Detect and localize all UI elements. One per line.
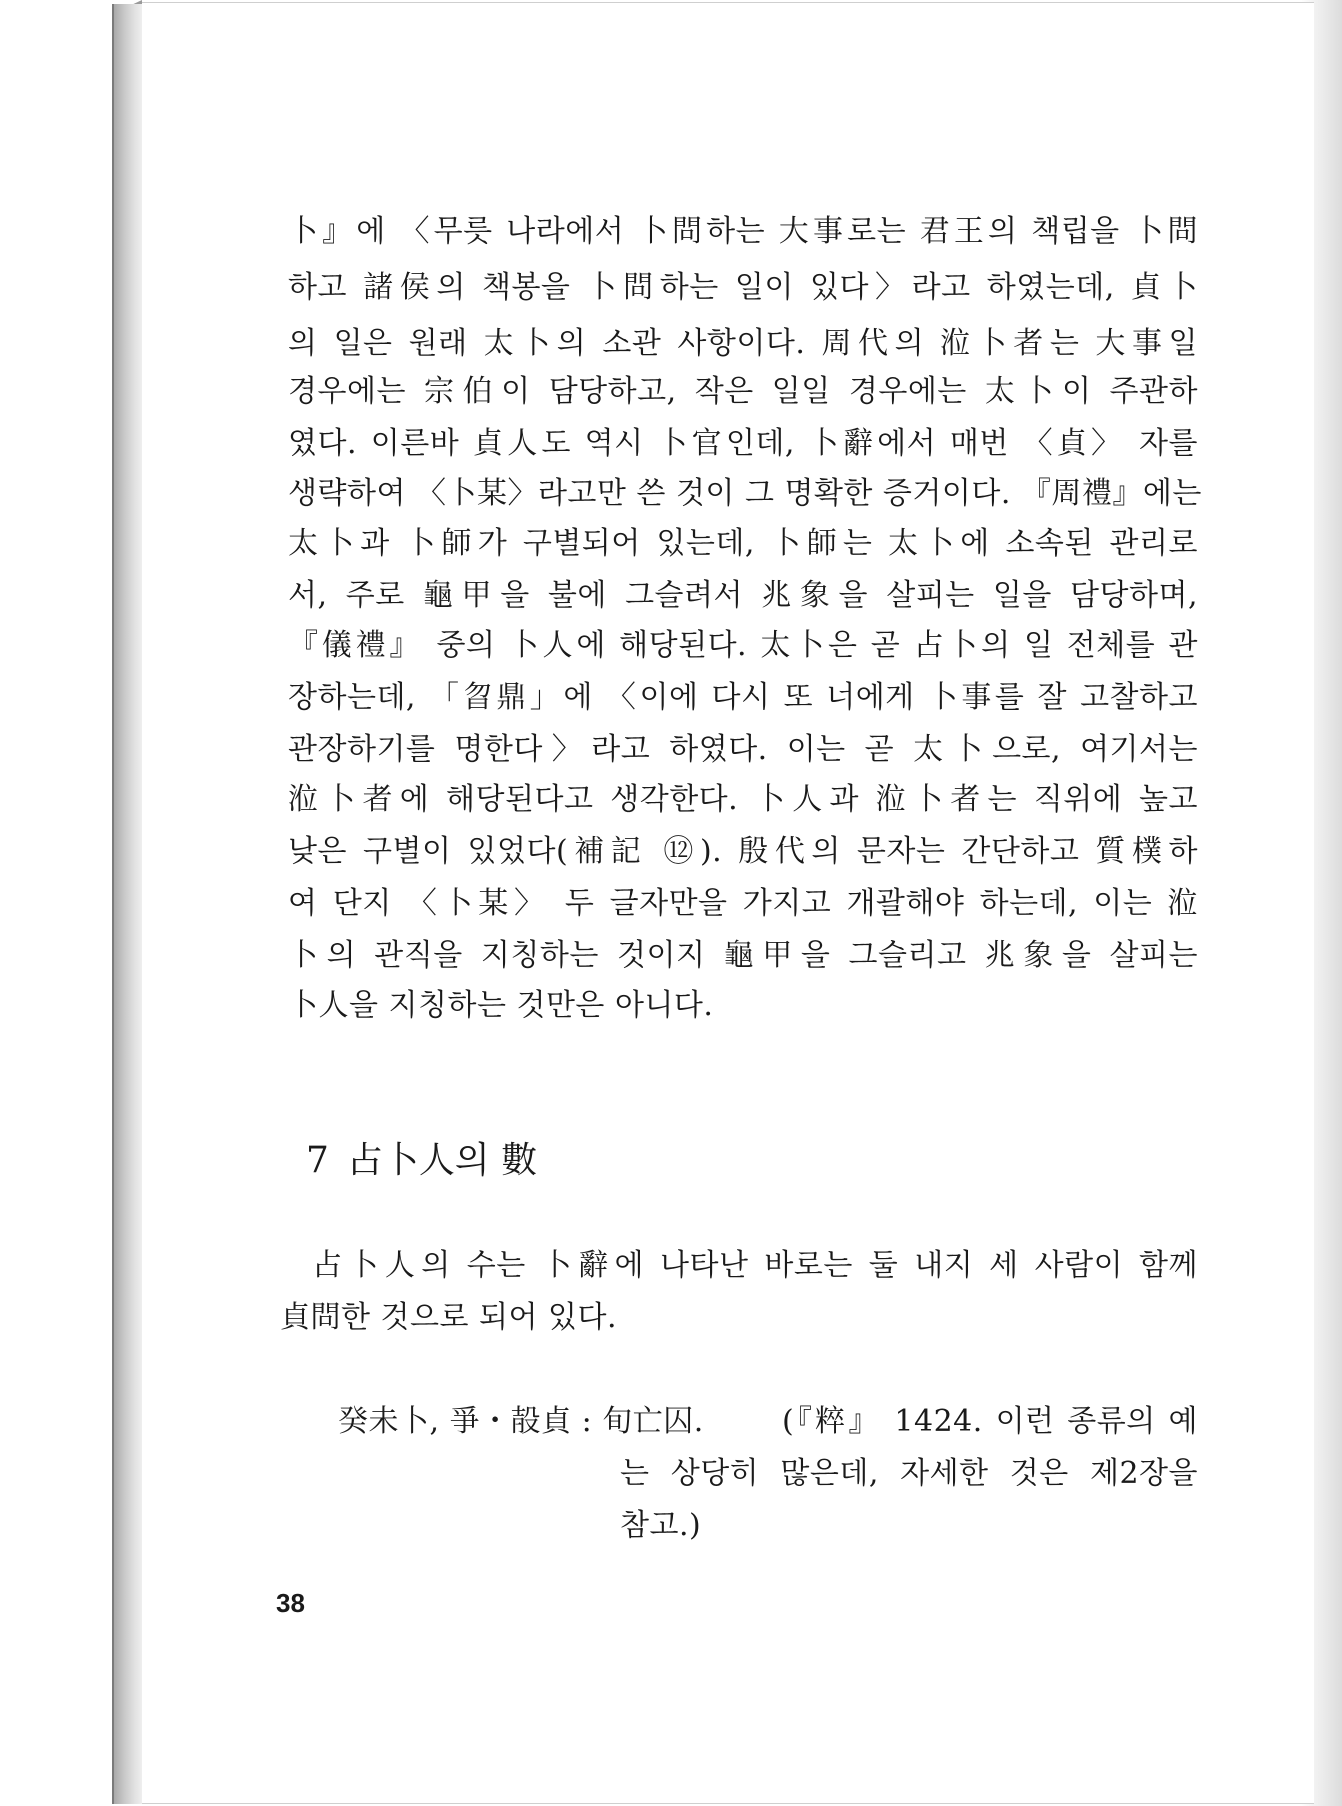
paragraph-line: 涖卜者에 해당된다고 생각한다. 卜人과 涖卜者는 직위에 높고 bbox=[288, 782, 1198, 817]
example-note-line: 는 상당히 많은데, 자세한 것은 제2장을 bbox=[620, 1456, 1198, 1491]
section-heading bbox=[306, 1132, 537, 1183]
paragraph-line: 관장하기를 명한다〉라고 하였다. 이는 곧 太卜으로, 여기서는 bbox=[288, 732, 1198, 767]
section-title: 占卜人의 數 bbox=[346, 1140, 538, 1181]
paragraph-line: 太卜과 卜師가 구별되어 있는데, 卜師는 太卜에 소속된 관리로 bbox=[288, 526, 1198, 561]
paragraph-line: 생략하여 〈卜某〉라고만 쓴 것이 그 명확한 증거이다. 『周禮』에는 bbox=[288, 476, 1202, 511]
section-number: 7 bbox=[306, 1140, 329, 1181]
paragraph-line: 卜』에 〈무릇 나라에서 卜問하는 大事로는 君王의 책립을 卜問 bbox=[288, 214, 1198, 249]
paragraph-line: 서, 주로 龜甲을 불에 그슬려서 兆象을 살피는 일을 담당하며, bbox=[288, 578, 1198, 613]
example-label: 癸未卜, 爭・㱿貞 : 旬亡囚. bbox=[338, 1404, 704, 1439]
paragraph-line: 貞問한 것으로 되어 있다. bbox=[280, 1300, 617, 1335]
paragraph-line: 占卜人의 수는 卜辭에 나타난 바로는 둘 내지 세 사람이 함께 bbox=[312, 1248, 1198, 1283]
paragraph-line: 낮은 구별이 있었다(補記 ⑫). 殷代의 문자는 간단하고 質樸하 bbox=[288, 834, 1198, 869]
paragraph-line: 의 일은 원래 太卜의 소관 사항이다. 周代의 涖卜者는 大事일 bbox=[288, 326, 1198, 361]
page-number: 38 bbox=[276, 1588, 305, 1618]
paragraph-line: 卜人을 지칭하는 것만은 아니다. bbox=[288, 988, 714, 1023]
paragraph-line: 여 단지 〈卜某〉 두 글자만을 가지고 개괄해야 하는데, 이는 涖 bbox=[288, 886, 1198, 921]
example-note-line: (『粹』 1424. 이런 종류의 예 bbox=[782, 1404, 1198, 1439]
paragraph-line: 였다. 이른바 貞人도 역시 卜官인데, 卜辭에서 매번 〈貞〉 자를 bbox=[288, 426, 1198, 461]
paragraph-line: 『儀禮』 중의 卜人에 해당된다. 太卜은 곧 占卜의 일 전체를 관 bbox=[288, 628, 1198, 663]
book-spine bbox=[112, 4, 144, 1804]
paragraph-line: 경우에는 宗伯이 담당하고, 작은 일일 경우에는 太卜이 주관하 bbox=[288, 374, 1198, 409]
paragraph-line: 卜의 관직을 지칭하는 것이지 龜甲을 그슬리고 兆象을 살피는 bbox=[288, 938, 1198, 973]
paragraph-line: 하고 諸侯의 책봉을 卜問하는 일이 있다〉라고 하였는데, 貞卜 bbox=[288, 270, 1198, 305]
paragraph-line: 장하는데, 「曶鼎」에 〈이에 다시 또 너에게 卜事를 잘 고찰하고 bbox=[288, 680, 1198, 715]
example-note-line: 참고.) bbox=[620, 1508, 702, 1543]
